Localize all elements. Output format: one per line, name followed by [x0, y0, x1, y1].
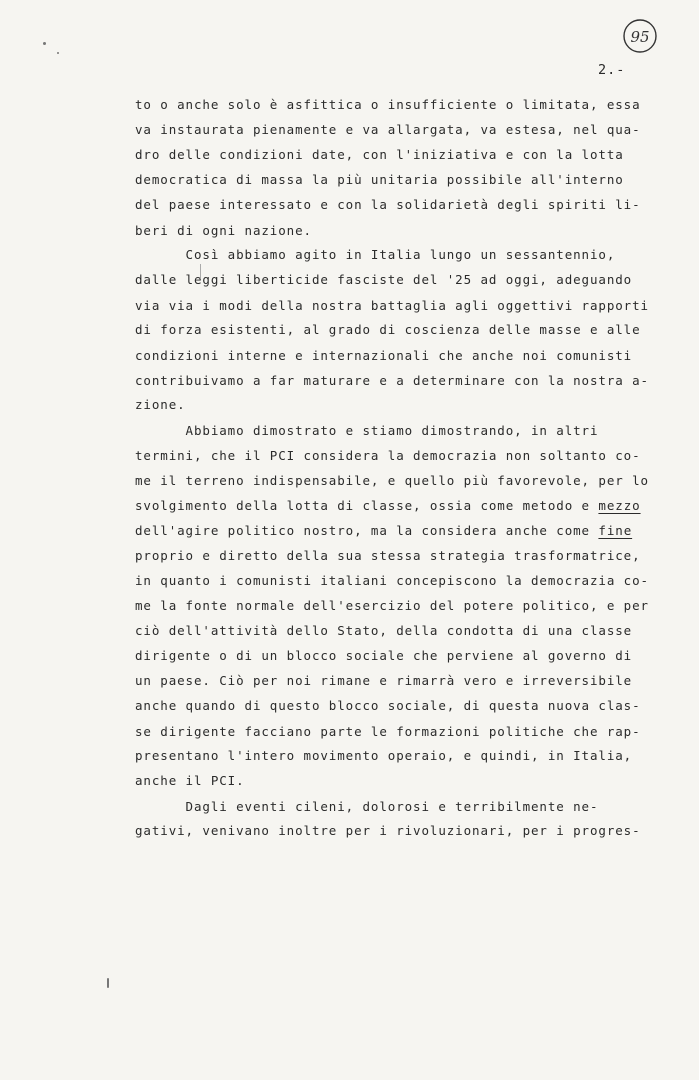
text-line	[135, 172, 640, 188]
text-line	[135, 297, 649, 314]
text-line-content: presentano l'intero movimento operaio, e quindi, in Italia,	[135, 748, 633, 764]
text-line	[135, 473, 649, 489]
text-line	[135, 648, 640, 664]
text-line-content: democratica di massa la più unitaria possibile all'interno	[135, 172, 624, 188]
text-line	[135, 348, 640, 364]
text-line	[135, 799, 640, 815]
text-line	[135, 598, 649, 614]
text-line-content: anche il PCI.	[135, 773, 245, 789]
text-line	[135, 673, 640, 689]
text-line-content: un paese. Ciò per noi rimane e rimarrà vero e irreversibile	[135, 673, 633, 689]
text-line-content: via via i modi della nostra battaglia agli oggettivi rapporti	[135, 297, 649, 313]
text-line-content: Così abbiamo agito in Italia lungo un sessantennio,	[135, 247, 616, 263]
text-line-content: proprio e diretto della sua stessa strategia trasformatrice,	[135, 548, 641, 564]
text-line	[135, 372, 649, 389]
paper-speck	[57, 52, 59, 54]
text-line	[135, 724, 640, 740]
archive-stamp	[621, 17, 659, 55]
paper-mark	[107, 978, 109, 988]
text-line-content: condizioni interne e internazionali che anche noi comunisti	[135, 347, 633, 363]
text-line	[135, 272, 640, 288]
text-line	[135, 548, 640, 564]
text-line-content: to o anche solo è asfittica o insufficiente o limitata, essa	[135, 97, 641, 112]
text-line-content: Abbiamo dimostrato e stiamo dimostrando, in altri	[135, 422, 599, 438]
text-line	[135, 247, 640, 263]
text-line-content: dro delle condizioni date, con l'iniziativa e con la lotta	[135, 146, 624, 162]
text-line-content: termini, che il PCI considera la democrazia non soltanto co-	[135, 447, 641, 463]
text-line	[135, 498, 640, 514]
text-line-content: anche quando di questo blocco sociale, di questa nuova clas-	[135, 698, 641, 714]
text-line-content: dalle leggi liberticide fasciste del '25 ad oggi, adeguando	[135, 272, 633, 288]
text-line	[135, 823, 640, 839]
text-line-content: dell'agire politico nostro, ma la considera anche come	[135, 522, 599, 538]
text-line-content: me il terreno indispensabile, e quello più favorevole, per lo	[135, 473, 649, 489]
text-line	[135, 97, 640, 113]
text-line	[135, 572, 649, 589]
text-line-content: del paese interessato e con la solidarietà degli spiriti li-	[135, 197, 641, 213]
text-line-content: beri di ogni nazione.	[135, 222, 312, 238]
text-line-content: di forza esistenti, al grado di coscienza delle masse e alle	[135, 322, 641, 338]
stamp-number: 95	[630, 28, 650, 46]
text-line-content: svolgimento della lotta di classe, ossia come metodo e	[135, 497, 599, 513]
text-line-content: me la fonte normale dell'esercizio del potere politico, e per	[135, 598, 649, 613]
text-line	[135, 748, 640, 764]
text-line-content: va instaurata pienamente e va allargata, va estesa, nel qua-	[135, 122, 641, 138]
text-line-content: ciò dell'attività dello Stato, della condotta di una classe	[135, 623, 633, 639]
paper-speck	[43, 42, 46, 45]
text-line	[135, 423, 640, 439]
underlined-word-mezzo: mezzo	[598, 497, 641, 513]
text-line	[135, 122, 640, 138]
text-line	[135, 523, 640, 539]
text-line	[135, 623, 640, 639]
text-line	[135, 448, 640, 464]
page-number: 2.-	[598, 62, 626, 78]
underlined-word-fine: fine	[598, 522, 633, 538]
text-line-content: contribuivamo a far maturare e a determinare con la nostra a-	[135, 372, 649, 388]
text-line	[135, 698, 640, 714]
text-line	[135, 397, 640, 413]
text-line-content: dirigente o di un blocco sociale che perviene al governo di	[135, 647, 633, 663]
text-line	[135, 197, 640, 213]
text-line-content: gativi, venivano inoltre per i rivoluzionari, per i progres-	[135, 823, 641, 839]
text-line	[135, 147, 640, 163]
text-line	[135, 223, 640, 239]
text-line-content: zione.	[135, 397, 186, 413]
text-line	[135, 322, 640, 338]
text-line	[135, 773, 640, 789]
text-line-content: se dirigente facciano parte le formazioni politiche che rap-	[135, 723, 641, 739]
text-line-content: in quanto i comunisti italiani concepiscono la democrazia co-	[135, 572, 649, 588]
text-line-content: Dagli eventi cileni, dolorosi e terribilmente ne-	[135, 798, 599, 814]
